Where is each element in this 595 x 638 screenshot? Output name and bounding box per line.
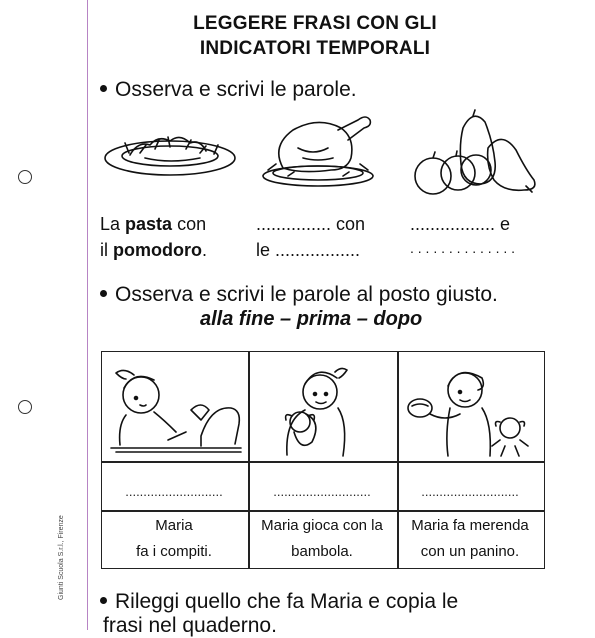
cell-1-text: Maria fa i compiti.	[136, 517, 212, 560]
bullet-icon	[100, 290, 107, 297]
bullet-icon	[100, 597, 107, 604]
instruction-2: Osserva e scrivi le parole al posto giusto.	[100, 283, 498, 307]
answer-blank-chicken-1[interactable]: ............... con	[256, 214, 366, 234]
bullet-icon	[100, 85, 107, 92]
page-title-line1: LEGGERE FRASI CON GLI	[193, 13, 437, 34]
answer-blank-cell-3[interactable]: ...........................	[421, 484, 519, 499]
girl-snack-icon	[400, 360, 540, 460]
girl-homework-icon	[106, 360, 246, 460]
cell-3-text: Maria fa merenda con un panino.	[411, 517, 529, 560]
pasta-plate-icon	[100, 125, 240, 185]
answer-blank-fruit-2[interactable]: . . . . . . . . . . . . . .	[410, 240, 516, 256]
binder-hole-middle	[18, 400, 32, 414]
answer-blank-cell-1[interactable]: ...........................	[125, 484, 223, 499]
publisher-credit: Giunti Scuola S.r.l., Firenze	[58, 515, 65, 600]
cell-2-text: Maria gioca con la bambola.	[261, 517, 383, 560]
caption-pasta-line1: La pasta con	[100, 214, 207, 234]
instruction-1: Osserva e scrivi le parole.	[100, 78, 357, 102]
word-bank: alla fine – prima – dopo	[200, 308, 423, 330]
answer-blank-fruit-1[interactable]: ................. e	[410, 214, 511, 234]
answer-blank-cell-2[interactable]: ...........................	[273, 484, 371, 499]
binder-hole-top	[18, 170, 32, 184]
fruit-bowl-icon	[408, 108, 543, 198]
table-divider	[102, 510, 544, 512]
instruction-3-line2: frasi nel quaderno.	[103, 614, 277, 637]
chicken-platter-icon	[258, 108, 388, 193]
instruction-3: Rileggi quello che fa Maria e copia le	[100, 590, 458, 614]
answer-blank-chicken-2[interactable]: le .................	[256, 240, 361, 260]
caption-pasta-line2: il pomodoro.	[100, 240, 207, 260]
page-title-line2: INDICATORI TEMPORALI	[199, 38, 431, 59]
margin-line	[87, 0, 88, 630]
girl-doll-icon	[250, 362, 390, 462]
